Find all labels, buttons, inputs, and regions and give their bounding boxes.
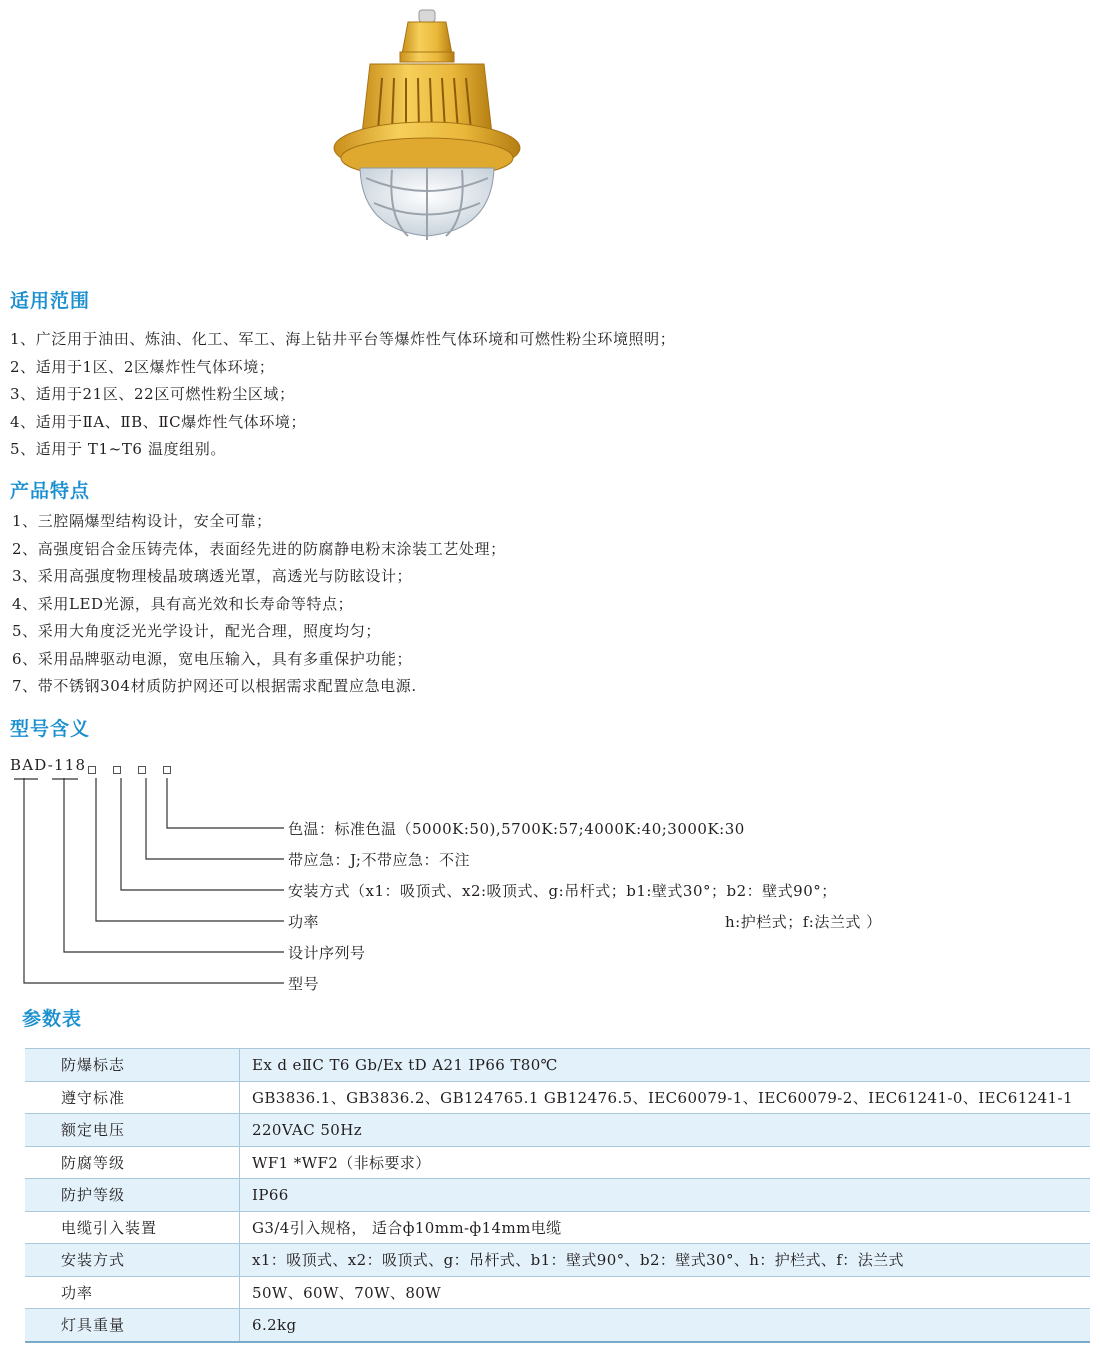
table-row — [25, 1146, 1090, 1179]
param-value: Ex d eⅡC T6 Gb/Ex tD A21 IP66 T80℃ — [240, 1049, 1091, 1082]
param-value: 220VAC 50Hz — [240, 1114, 1091, 1147]
param-value: WF1 *WF2（非标要求） — [240, 1146, 1091, 1179]
list-item: 4、适用于ⅡA、ⅡB、ⅡC爆炸性气体环境； — [10, 412, 307, 431]
model-label-type: 型号 — [288, 975, 320, 993]
list-item: 2、适用于1区、2区爆炸性气体环境； — [10, 357, 275, 376]
list-item: 2、高强度铝合金压铸壳体，表面经先进的防腐静电粉末涂装工艺处理； — [12, 539, 506, 558]
list-item: 4、采用LED光源，具有高光效和长寿命等特点； — [12, 594, 354, 613]
param-value: GB3836.1、GB3836.2、GB124765.1 GB12476.5、IEC60079-1、IEC60079-2、IEC61241-0、IEC61241-1 — [240, 1081, 1091, 1114]
section-title-features: 产品特点 — [10, 480, 91, 502]
model-label-color-temp: 色温：标准色温（5000K:50),5700K:57;4000K:40;3000K:30 — [288, 820, 745, 838]
param-name: 防腐等级 — [25, 1146, 240, 1179]
table-row — [25, 1244, 1090, 1277]
list-item: 6、采用品牌驱动电源，宽电压输入，具有多重保护功能； — [12, 649, 413, 668]
table-row — [25, 1081, 1090, 1114]
list-item: 5、采用大角度泛光光学设计，配光合理，照度均匀； — [12, 622, 381, 640]
param-value: 6.2kg — [240, 1309, 1091, 1342]
section-title-model: 型号含义 — [10, 718, 91, 740]
model-label-power: 功率 — [288, 913, 320, 931]
model-label-install-cont: h:护栏式；f:法兰式 ） — [725, 913, 882, 931]
param-name: 安装方式 — [25, 1244, 240, 1277]
params-table — [25, 1048, 1090, 1343]
list-item: 3、适用于21区、22区可燃性粉尘区域； — [10, 385, 295, 403]
param-name: 防爆标志 — [25, 1049, 240, 1082]
list-item: 1、广泛用于油田、炼油、化工、军工、海上钻井平台等爆炸性气体环境和可燃性粉尘环境照明； — [10, 330, 676, 348]
section-title-params: 参数表 — [22, 1008, 83, 1030]
param-name: 灯具重量 — [25, 1309, 240, 1342]
table-row — [25, 1309, 1090, 1342]
list-item: 5、适用于 T1~T6 温度组别。 — [10, 440, 226, 458]
table-row — [25, 1211, 1090, 1244]
param-value: G3/4引入规格， 适合ф10mm-ф14mm电缆 — [240, 1211, 1091, 1244]
table-row — [25, 1276, 1090, 1309]
param-name: 电缆引入装置 — [25, 1211, 240, 1244]
param-value: x1：吸顶式、x2：吸顶式、g：吊杆式、b1：壁式90°、b2：壁式30°、h：护栏式、f：法兰式 — [240, 1244, 1091, 1277]
table-row — [25, 1179, 1090, 1212]
param-name: 功率 — [25, 1276, 240, 1309]
table-row — [25, 1114, 1090, 1147]
section-title-scope: 适用范围 — [10, 290, 91, 312]
list-item: 7、带不锈钢304材质防护网还可以根据需求配置应急电源. — [12, 677, 417, 695]
table-row — [25, 1049, 1090, 1082]
model-label-series: 设计序列号 — [288, 944, 366, 962]
param-name: 防护等级 — [25, 1179, 240, 1212]
model-code: BAD-118 — [10, 756, 87, 774]
param-name: 额定电压 — [25, 1114, 240, 1147]
model-label-install: 安装方式（x1：吸顶式、x2:吸顶式、g:吊杆式；b1:壁式30°；b2：壁式90°； — [288, 882, 837, 900]
param-name: 遵守标准 — [25, 1081, 240, 1114]
param-value: 50W、60W、70W、80W — [240, 1276, 1091, 1309]
model-label-emergency: 带应急：J;不带应急：不注 — [288, 851, 470, 869]
list-item: 3、采用高强度物理棱晶玻璃透光罩，高透光与防眩设计； — [12, 567, 413, 585]
list-item: 1、三腔隔爆型结构设计，安全可靠； — [12, 512, 272, 530]
param-value: IP66 — [240, 1179, 1091, 1212]
